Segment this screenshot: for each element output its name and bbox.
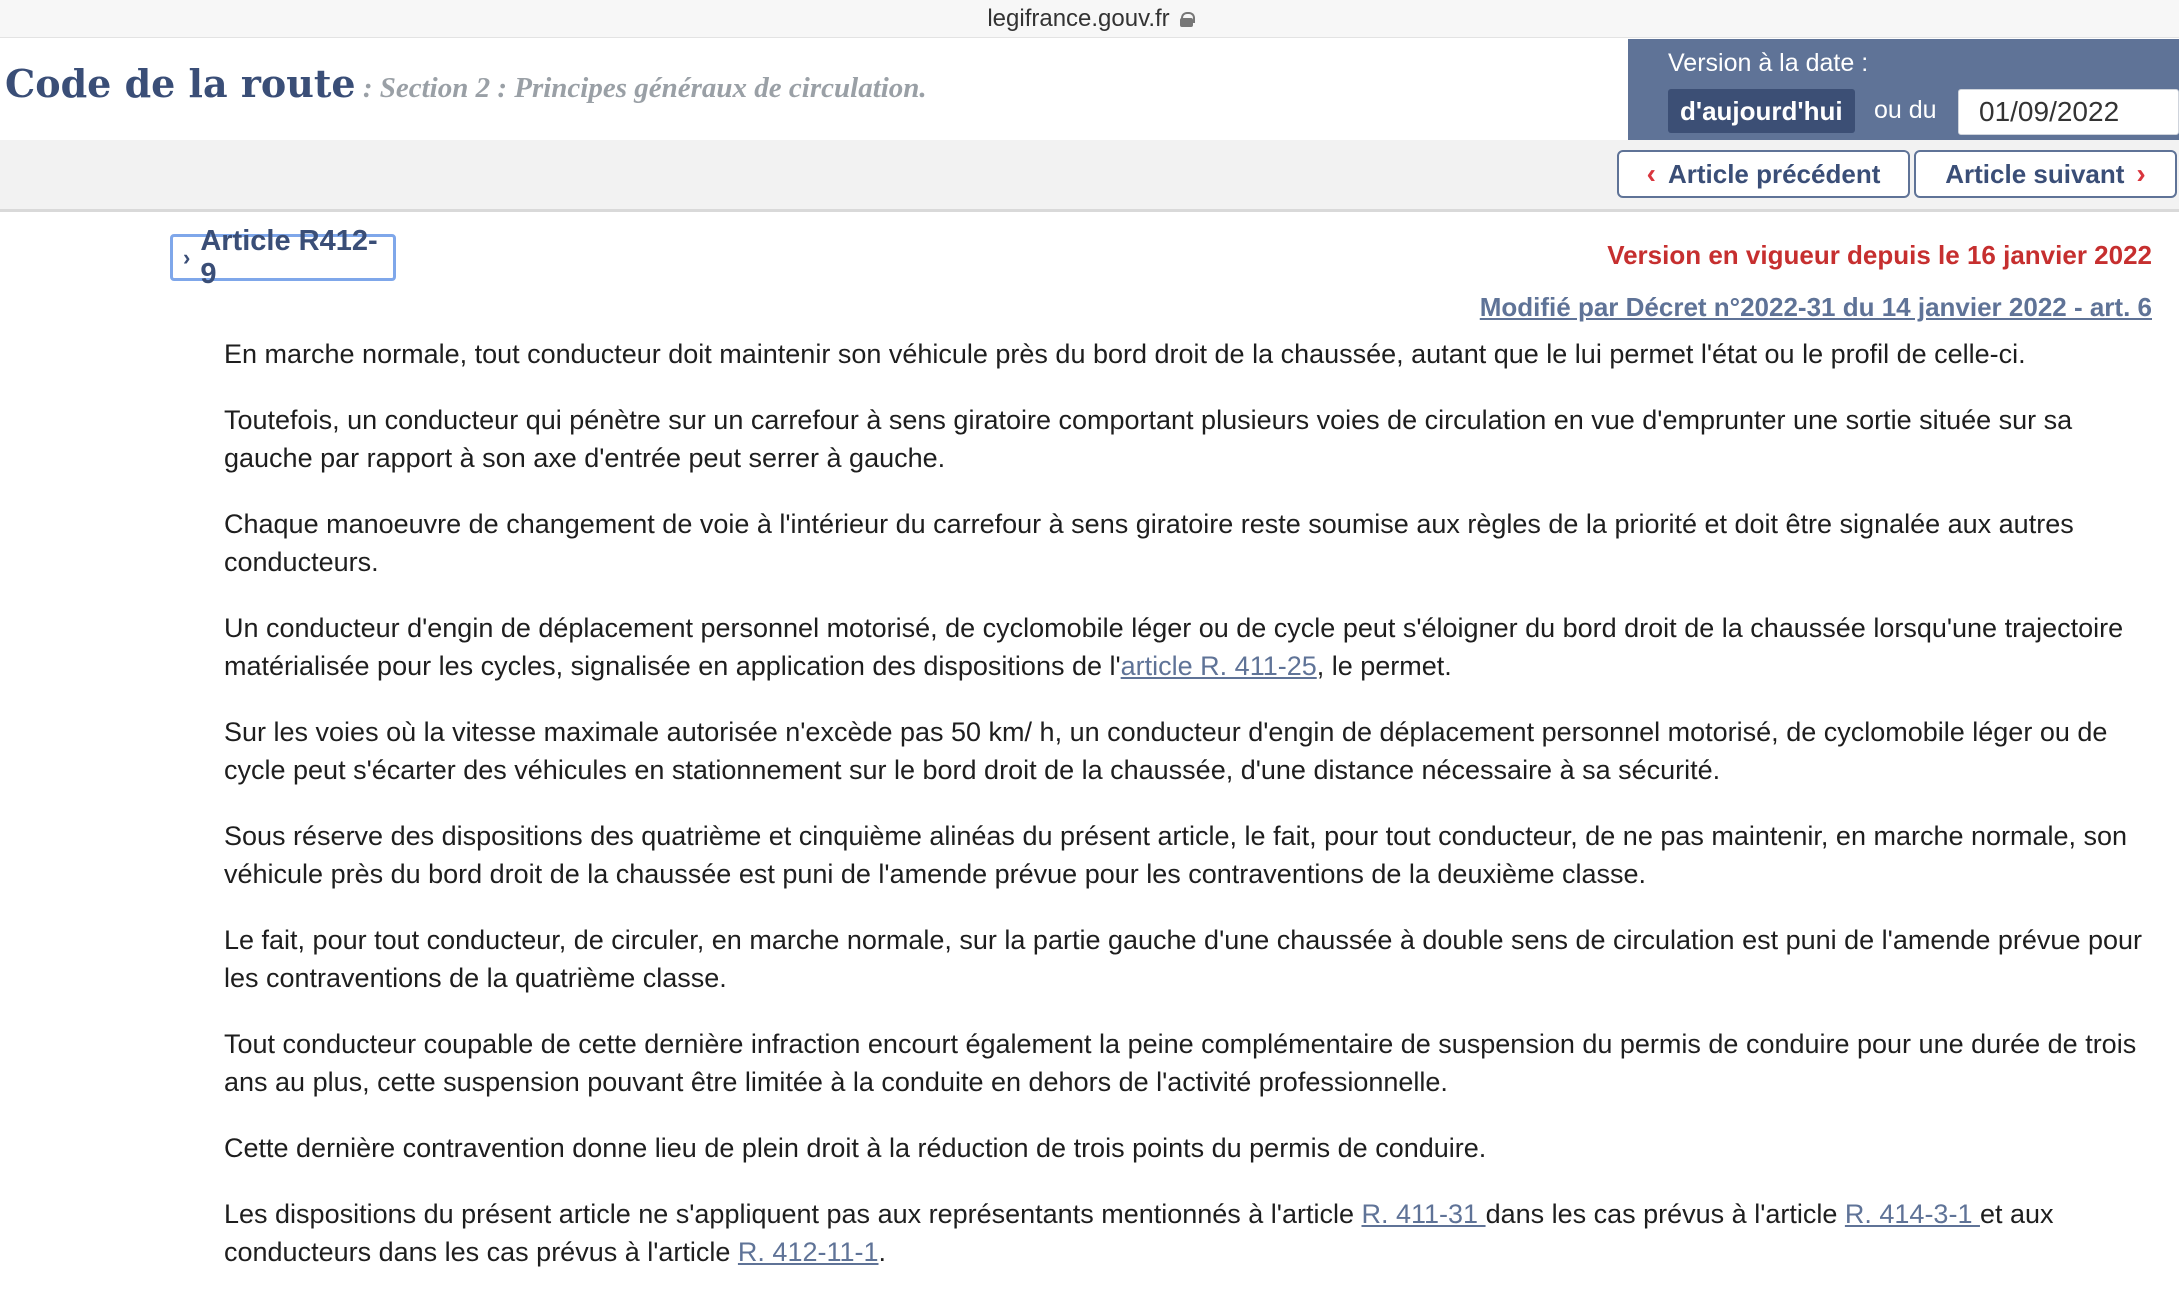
paragraph-10 xyxy=(224,1195,2144,1271)
paragraph-10-text-c: et aux conducteurs dans les cas prévus à l'article xyxy=(224,1199,2054,1267)
paragraph-8: Tout conducteur coupable de cette dernière infraction encourt également la peine complémentaire de suspension du permis de conduire pour une durée de trois ans au plus, cette suspension pouvant être limitée à la conduite en dehors de l'activité professionnelle. xyxy=(224,1029,2137,1097)
lock-icon xyxy=(1180,12,1192,26)
paragraph-4-text-a: Un conducteur d'engin de déplacement personnel motorisé, de cyclomobile léger ou de cycle peut s'éloigner du bord droit de la chaussée lorsqu'une trajectoire matérialisée pour les cycles, signalisée en application des dispositions de l' xyxy=(224,613,2124,681)
or-label: ou du xyxy=(1874,96,1937,124)
paragraph-5: Sur les voies où la vitesse maximale autorisée n'excède pas 50 km/ h, un conducteur d'engin de déplacement personnel motorisé, de cyclomobile léger ou de cycle peut s'écarter des véhicules en stationnement sur le bord droit de la chaussée, d'une distance nécessaire à sa sécurité. xyxy=(224,717,2108,785)
paragraph-4-text-b: , le permet. xyxy=(1316,651,1452,681)
url-text: legifrance.gouv.fr xyxy=(987,4,1170,32)
article-content xyxy=(224,335,2144,1299)
paragraph-10-text-a: Les dispositions du présent article ne s'appliquent pas aux représentants mentionnés à l'article xyxy=(224,1199,1362,1229)
article-toggle[interactable] xyxy=(170,224,396,290)
paragraph-10-text-d: . xyxy=(878,1237,887,1267)
modified-by-link[interactable]: Modifié par Décret n°2022-31 du 14 janvier 2022 - art. 6 xyxy=(1479,292,2152,322)
paragraph-9: Cette dernière contravention donne lieu de plein droit à la réduction de trois points du permis de conduire. xyxy=(224,1133,1487,1163)
chevron-left-icon: ‹ xyxy=(1646,158,1656,189)
page-title xyxy=(5,61,927,106)
version-in-force: Version en vigueur depuis le 16 janvier 2022 xyxy=(1607,240,2152,270)
next-article-button[interactable] xyxy=(1914,150,2177,198)
chevron-right-icon: › xyxy=(183,244,191,270)
paragraph-2: Toutefois, un conducteur qui pénètre sur un carrefour à sens giratoire comportant plusieurs voies de circulation en vue d'emprunter une sortie située sur sa gauche par rapport à son axe d'entrée peut serrer à gauche. xyxy=(224,405,2073,473)
version-selector xyxy=(1628,39,2179,140)
browser-url-bar[interactable] xyxy=(0,0,2179,38)
article-r411-25-link[interactable]: article R. 411-25 xyxy=(1120,651,1317,681)
article-navbar xyxy=(0,140,2179,212)
article-r412-11-1-link[interactable]: R. 412-11-1 xyxy=(737,1237,879,1267)
paragraph-1: En marche normale, tout conducteur doit maintenir son véhicule près du bord droit de la chaussée, autant que le lui permet l'état ou le profil de celle-ci. xyxy=(224,339,2026,369)
article-r411-31-link[interactable]: R. 411-31 xyxy=(1361,1199,1486,1229)
chevron-right-icon: › xyxy=(2136,158,2146,189)
previous-article-label: Article précédent xyxy=(1667,158,1881,189)
paragraph-3: Chaque manoeuvre de changement de voie à l'intérieur du carrefour à sens giratoire reste soumise aux règles de la priorité et doit être signalée aux autres conducteurs. xyxy=(224,509,2074,577)
next-article-label: Article suivant xyxy=(1945,158,2125,189)
code-title[interactable]: Code de la route xyxy=(5,61,356,106)
previous-article-button[interactable] xyxy=(1617,150,1910,198)
paragraph-7: Le fait, pour tout conducteur, de circuler, en marche normale, sur la partie gauche d'une chaussée à double sens de circulation est puni de l'amende prévue pour les contraventions de la quatrième classe. xyxy=(224,925,2143,993)
article-r414-3-1-link[interactable]: R. 414-3-1 xyxy=(1844,1199,1980,1229)
article-label: Article R412-9 xyxy=(200,224,378,290)
section-title: : Section 2 : Principes généraux de circulation. xyxy=(355,72,927,104)
paragraph-6: Sous réserve des dispositions des quatrième et cinquième alinéas du présent article, le fait, pour tout conducteur, de ne pas maintenir, en marche normale, son véhicule près du bord droit de la chaussée est puni de l'amende prévue pour les contraventions de la deuxième classe. xyxy=(224,821,2128,889)
today-button[interactable]: d'aujourd'hui xyxy=(1668,89,1855,133)
paragraph-4 xyxy=(224,609,2144,685)
date-input[interactable]: 01/09/2022 xyxy=(1958,89,2179,135)
version-label: Version à la date : xyxy=(1668,49,1869,77)
paragraph-10-text-b: dans les cas prévus à l'article xyxy=(1485,1199,1845,1229)
